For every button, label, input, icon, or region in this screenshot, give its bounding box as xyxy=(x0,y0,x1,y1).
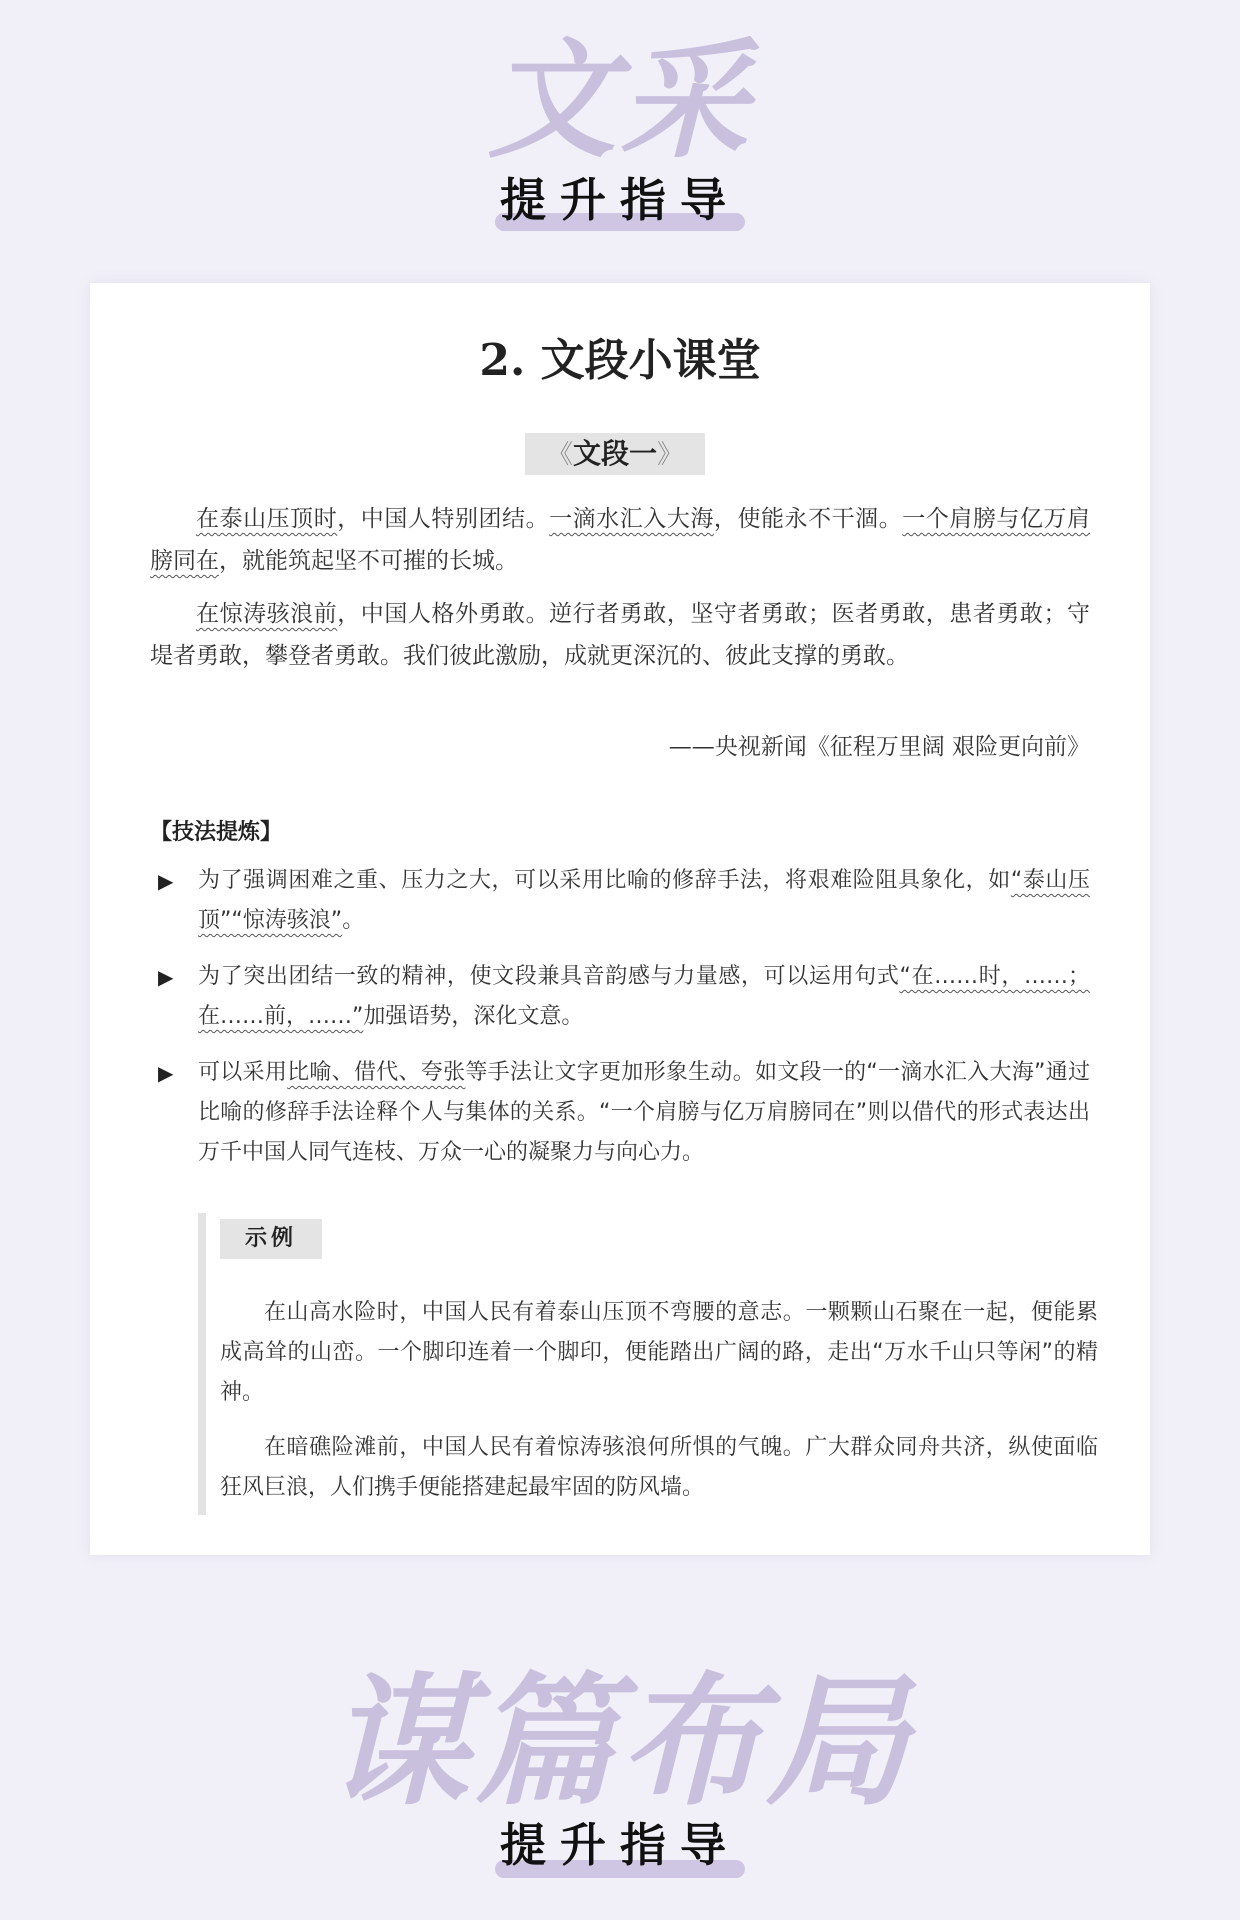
passage-source: ——央视新闻《征程万里阔 艰险更向前》 xyxy=(668,734,1090,760)
technique-item xyxy=(158,861,1090,941)
wavy-phrase: 比喻、借代、夸张 xyxy=(287,1060,466,1085)
lesson-card xyxy=(90,283,1150,1555)
header-top xyxy=(0,20,1240,227)
technique-text: 为了强调困难之重、压力之大，可以采用比喻的修辞手法，将艰难险阻具象化，如 xyxy=(198,868,1011,893)
technique-item xyxy=(158,957,1090,1037)
triangle-bullet-icon: ▶ xyxy=(158,1061,174,1085)
example-paragraph-1: 在山高水险时，中国人民有着泰山压顶不弯腰的意志。一颗颗山石聚在一起，便能累成高耸的山峦。一个脚印连着一个脚印，便能踏出广阔的路，走出“万水千山只等闲”的精神。 xyxy=(220,1300,1098,1405)
technique-text: 为了突出团结一致的精神，使文段兼具音韵感与力量感，可以运用句式 xyxy=(198,964,900,989)
card-title: 2. 文段小课堂 xyxy=(479,335,761,386)
header-top-title: 文采 xyxy=(487,26,752,176)
technique-item xyxy=(158,1053,1090,1173)
passage-text: ，使能永不干涸。 xyxy=(713,506,903,532)
passage-text: ，就能筑起坚不可摧的长城。 xyxy=(219,548,518,574)
header-bottom-subtitle: 提升指导 xyxy=(500,1818,740,1872)
wavy-phrase: 一滴水汇入大海 xyxy=(549,506,714,532)
header-top-subtitle: 提升指导 xyxy=(500,173,740,227)
technique-list xyxy=(158,861,1090,1189)
triangle-bullet-icon: ▶ xyxy=(158,869,174,893)
header-bottom-title: 谋篇布局 xyxy=(328,1659,912,1825)
segment-label-text: 文段一 xyxy=(572,437,657,470)
segment-label xyxy=(525,433,705,475)
double-chevron-right-icon: 》 xyxy=(657,440,684,470)
wavy-phrase: 在泰山压顶时 xyxy=(196,506,338,532)
wavy-phrase: “泰山压顶”“惊涛骇浪” xyxy=(198,868,1090,933)
header-bottom xyxy=(0,1659,1240,1872)
example-paragraph-2: 在暗礁险滩前，中国人民有着惊涛骇浪何所惧的气魄。广大群众同舟共济，纵使面临狂风巨浪，人们携手便能搭建起最牢固的防风墙。 xyxy=(220,1435,1098,1500)
double-chevron-left-icon: 《 xyxy=(546,440,573,470)
technique-text: 。 xyxy=(342,908,365,933)
triangle-bullet-icon: ▶ xyxy=(158,965,174,989)
passage-paragraph-2 xyxy=(150,593,1090,677)
technique-text: 等手法让文字更加形象生动。如文段一的“一滴水汇入大海”通过比喻的修辞手法诠释个人与集体的关系。“一个肩膀与亿万肩膀同在”则以借代的形式表达出万千中国人同气连枝、万众一心的凝聚力与向心力。 xyxy=(198,1060,1090,1165)
passage-text: ，中国人特别团结。 xyxy=(337,506,550,532)
wavy-phrase: 在惊涛骇浪前 xyxy=(196,601,338,627)
wavy-phrase: 一个肩膀与亿万肩膀同在 xyxy=(150,506,1091,574)
technique-text: 加强语势，深化文意。 xyxy=(363,1004,584,1029)
technique-heading: 【技法提炼】 xyxy=(150,820,283,845)
passage-paragraph-1 xyxy=(150,498,1090,582)
technique-text: 可以采用 xyxy=(198,1060,288,1085)
example-label: 示例 xyxy=(220,1219,322,1259)
example-box xyxy=(198,1213,1098,1515)
wavy-phrase: “在……时，……；在……前，……” xyxy=(198,964,1090,1029)
passage-text: ，中国人格外勇敢。逆行者勇敢，坚守者勇敢；医者勇敢，患者勇敢；守堤者勇敢，攀登者勇敢。我们彼此激励，成就更深沉的、彼此支撑的勇敢。 xyxy=(150,601,1091,669)
